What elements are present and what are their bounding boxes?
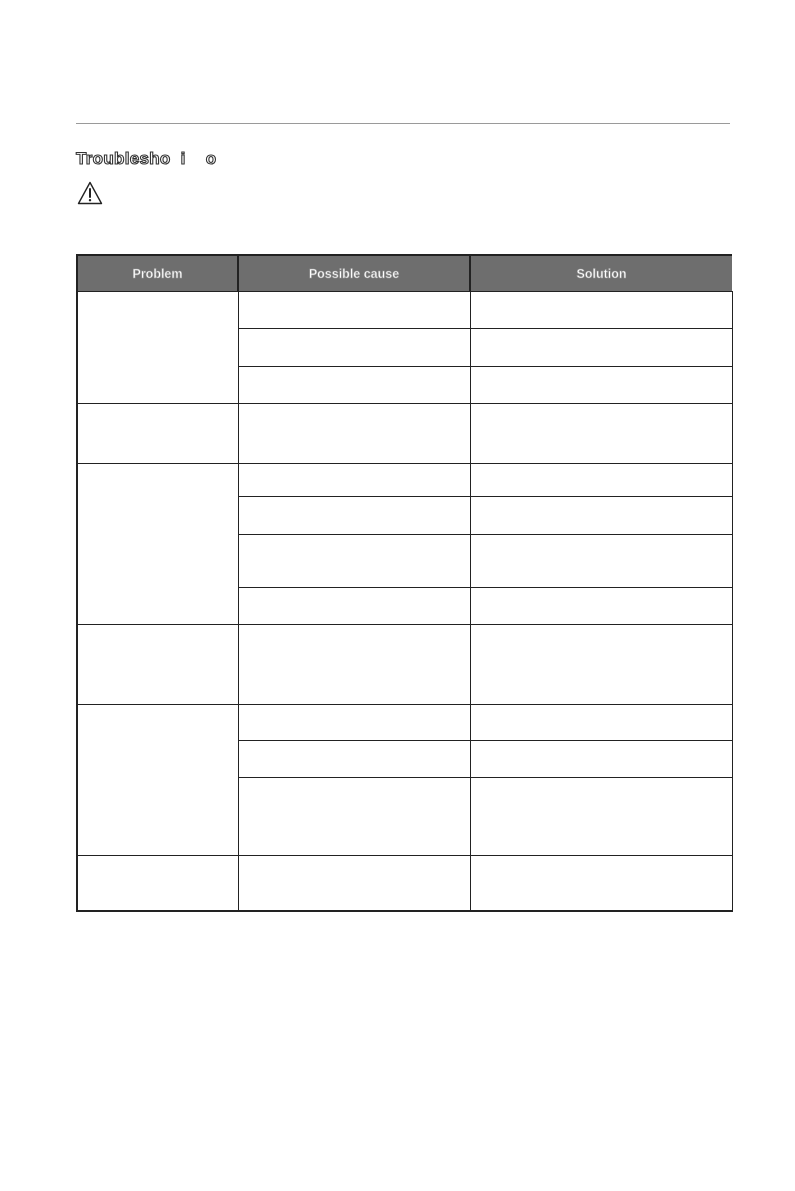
cause-cell (238, 741, 470, 778)
cause-cell (238, 588, 470, 625)
cause-cell (238, 404, 470, 464)
cause-cell (238, 856, 470, 911)
solution-cell (470, 329, 732, 367)
problem-cell (77, 404, 238, 464)
cause-cell (238, 367, 470, 404)
table-row (77, 464, 732, 497)
cause-cell (238, 497, 470, 535)
problem-cell (77, 292, 238, 404)
cause-cell (238, 705, 470, 741)
column-header-possible-cause: Possible cause (238, 255, 470, 292)
warning-triangle-icon (77, 181, 103, 205)
table-row (77, 404, 732, 464)
cause-cell (238, 535, 470, 588)
problem-cell (77, 464, 238, 625)
solution-cell (470, 497, 732, 535)
solution-cell (470, 404, 732, 464)
cause-cell (238, 329, 470, 367)
table-row (77, 705, 732, 741)
problem-cell (77, 705, 238, 856)
troubleshooting-table (76, 254, 733, 912)
column-header-problem: Problem (77, 255, 238, 292)
cause-cell (238, 292, 470, 329)
solution-cell (470, 367, 732, 404)
table-row (77, 292, 732, 329)
solution-cell (470, 741, 732, 778)
cause-cell (238, 464, 470, 497)
header-rule (76, 123, 730, 124)
page-title: Troublesho i o (76, 149, 217, 168)
solution-cell (470, 705, 732, 741)
solution-cell (470, 856, 732, 911)
column-header-solution: Solution (470, 255, 732, 292)
problem-cell (77, 625, 238, 705)
cause-cell (238, 778, 470, 856)
solution-cell (470, 535, 732, 588)
solution-cell (470, 588, 732, 625)
table-row (77, 856, 732, 911)
solution-cell (470, 464, 732, 497)
problem-cell (77, 856, 238, 911)
table-header-row (77, 255, 732, 292)
cause-cell (238, 625, 470, 705)
solution-cell (470, 292, 732, 329)
solution-cell (470, 778, 732, 856)
table-row (77, 625, 732, 705)
solution-cell (470, 625, 732, 705)
